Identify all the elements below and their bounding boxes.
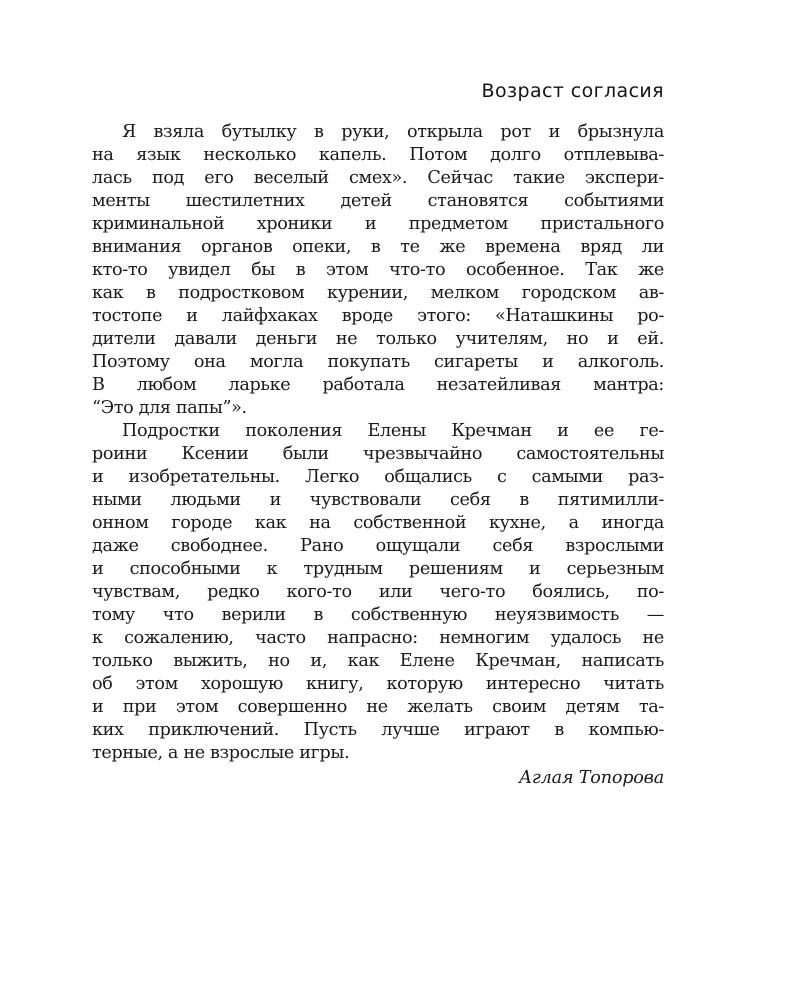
body-text: [92, 121, 664, 790]
text-line: “Это для папы”».: [92, 398, 247, 418]
text-line: тому что верили в собственную неуязвимость —: [92, 605, 664, 625]
text-line: Поэтому она могла покупать сигареты и алкоголь.: [92, 352, 664, 372]
text-line: об этом хорошую книгу, которую интересно читать: [92, 674, 664, 694]
text-line: на язык несколько капель. Потом долго отплевыва-: [92, 145, 664, 165]
paragraph-2: [92, 420, 664, 765]
text-line: к сожалению, часто напрасно: немногим удалось не: [92, 628, 664, 648]
text-line: дители давали деньги не только учителям, но и ей.: [92, 329, 664, 349]
text-line: роини Ксении были чрезвычайно самостоятельны: [92, 444, 664, 464]
author-signature: Аглая Топорова: [518, 768, 664, 788]
text-line: кто-то увидел бы в этом что-то особенное. Так же: [92, 260, 664, 280]
text-line: как в подростковом курении, мелком городском ав-: [92, 283, 664, 303]
text-line: и способными к трудным решениям и серьезным: [92, 559, 664, 579]
text-line: В любом ларьке работала незатейливая мантра:: [92, 375, 664, 395]
text-line: онном городе как на собственной кухне, а иногда: [92, 513, 664, 533]
paragraph-1: [92, 121, 664, 420]
text-line: тостопе и лайфхаках вроде этого: «Наташкины ро-: [92, 306, 664, 326]
text-line: Подростки поколения Елены Кречман и ее ге-: [122, 421, 664, 441]
text-line: и изобретательны. Легко общались с самыми раз-: [92, 467, 664, 487]
text-line: ких приключений. Пусть лучше играют в компью-: [92, 720, 664, 740]
text-line: лась под его веселый смех». Сейчас такие экспери-: [92, 168, 664, 188]
text-line: и при этом совершенно не желать своим детям та-: [92, 697, 664, 717]
running-head: Возраст согласия: [481, 80, 664, 102]
text-line: терные, а не взрослые игры.: [92, 743, 350, 763]
text-line: Я взяла бутылку в руки, открыла рот и брызнула: [122, 122, 664, 142]
text-line: криминальной хроники и предметом пристального: [92, 214, 664, 234]
text-line: даже свободнее. Рано ощущали себя взрослыми: [92, 536, 664, 556]
text-line: только выжить, но и, как Елене Кречман, написать: [92, 651, 664, 671]
text-line: ными людьми и чувствовали себя в пятимилли-: [92, 490, 664, 510]
text-line: менты шестилетних детей становятся событиями: [92, 191, 664, 211]
text-line: внимания органов опеки, в те же времена вряд ли: [92, 237, 664, 257]
text-line: чувствам, редко кого-то или чего-то боялись, по-: [92, 582, 664, 602]
